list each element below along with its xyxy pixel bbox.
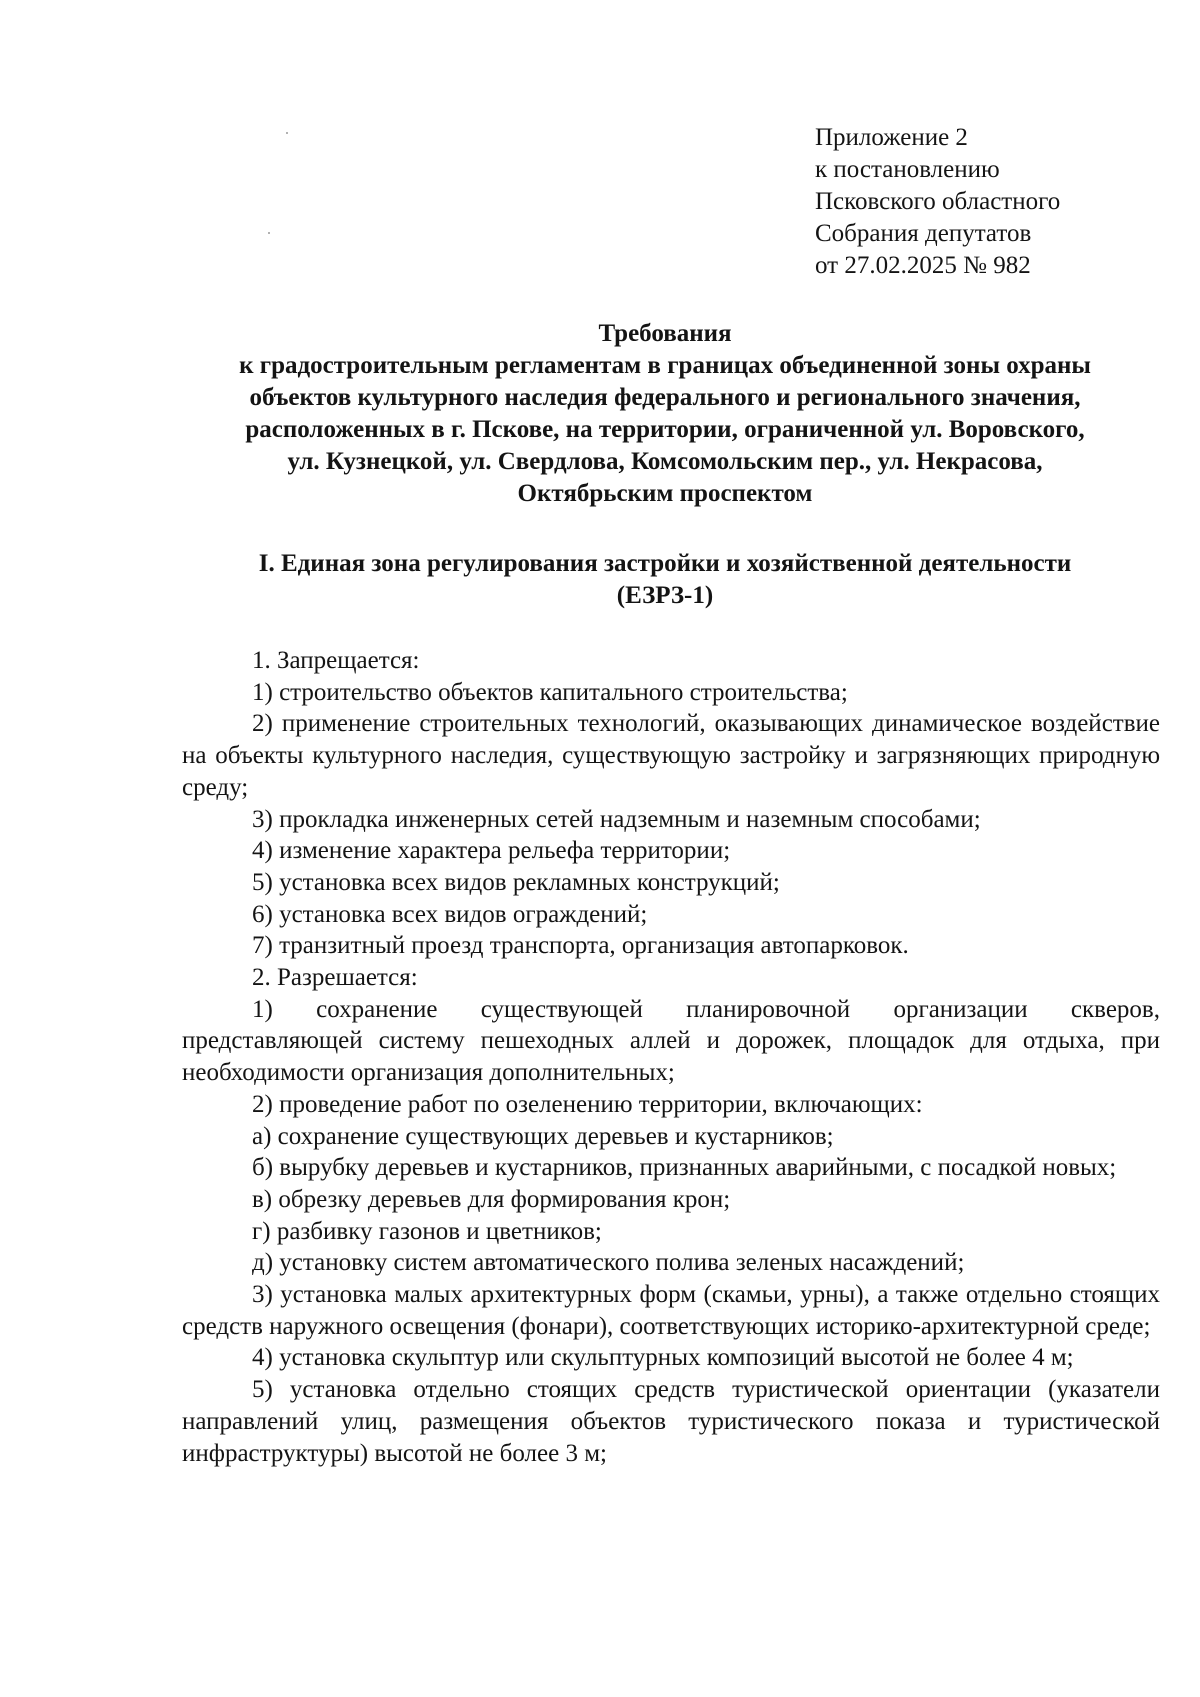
appendix-line: к постановлению [815,156,1000,183]
appendix-line: Собрания депутатов [815,220,1032,247]
scan-speck [268,232,270,234]
document-body [182,645,1160,1469]
paragraph: г) разбивку газонов и цветников; [252,1217,602,1245]
title-line: расположенных в г. Пскове, на территории, ограниченной ул. Воровского, [245,416,1085,443]
paragraph: 5) установка отдельно стоящих средств туристической ориентации (указатели направлений улиц, размещения объектов туристического показа и туристической инфраструктуры) высотой не более 3 м; [182,1376,1160,1467]
paragraph: б) вырубку деревьев и кустарников, признанных аварийными, с посадкой новых; [252,1154,1117,1182]
document-title [170,318,1160,510]
paragraph: 2) проведение работ по озеленению территории, включающих: [252,1090,923,1118]
title-line: объектов культурного наследия федерального и регионального значения, [249,384,1081,411]
paragraph: 1) строительство объектов капитального строительства; [252,678,848,706]
appendix-line: Псковского областного [815,188,1061,215]
paragraph: 1) сохранение существующей планировочной организации скверов, представляющей систему пешеходных аллей и дорожек, площадок для отдыха, при необходимости организация дополнительных; [182,995,1160,1087]
section-heading-line: I. Единая зона регулирования застройки и хозяйственной деятельности [258,550,1072,577]
title-line: ул. Кузнецкой, ул. Свердлова, Комсомольским пер., ул. Некрасова, [287,448,1043,475]
paragraph: 4) изменение характера рельефа территории; [252,837,731,865]
section-heading [170,548,1160,612]
paragraph: 2. Разрешается: [252,964,418,992]
paragraph: 4) установка скульптур или скульптурных композиций высотой не более 4 м; [252,1344,1074,1372]
title-line: Требования [598,320,732,347]
paragraph: 6) установка всех видов ограждений; [252,900,648,928]
title-line: к градостроительным регламентам в границах объединенной зоны охраны [239,352,1091,379]
paragraph: 3) установка малых архитектурных форм (скамьи, урны), а также отдельно стоящих средств наружного освещения (фонари), соответствующих историко-архитектурной среде; [182,1281,1160,1340]
paragraph: 2) применение строительных технологий, оказывающих динамическое воздействие на объекты культурного наследия, существующую застройку и загрязняющих природную среду; [182,710,1160,801]
paragraph: 7) транзитный проезд транспорта, организация автопарковок. [252,932,909,960]
paragraph: а) сохранение существующих деревьев и кустарников; [252,1122,834,1150]
appendix-block [815,122,1060,282]
scan-speck [286,132,288,134]
appendix-line: от 27.02.2025 № 982 [815,252,1031,279]
paragraph: 1. Запрещается: [252,647,420,674]
paragraph: 5) установка всех видов рекламных конструкций; [252,868,780,896]
paragraph: д) установку систем автоматического полива зеленых насаждений; [252,1249,965,1277]
appendix-line: Приложение 2 [815,124,968,151]
paragraph: 3) прокладка инженерных сетей надземным и наземным способами; [252,805,981,833]
paragraph: в) обрезку деревьев для формирования крон; [252,1185,731,1213]
title-line: Октябрьским проспектом [517,480,813,507]
section-heading-line: (ЕЗРЗ-1) [616,582,714,609]
